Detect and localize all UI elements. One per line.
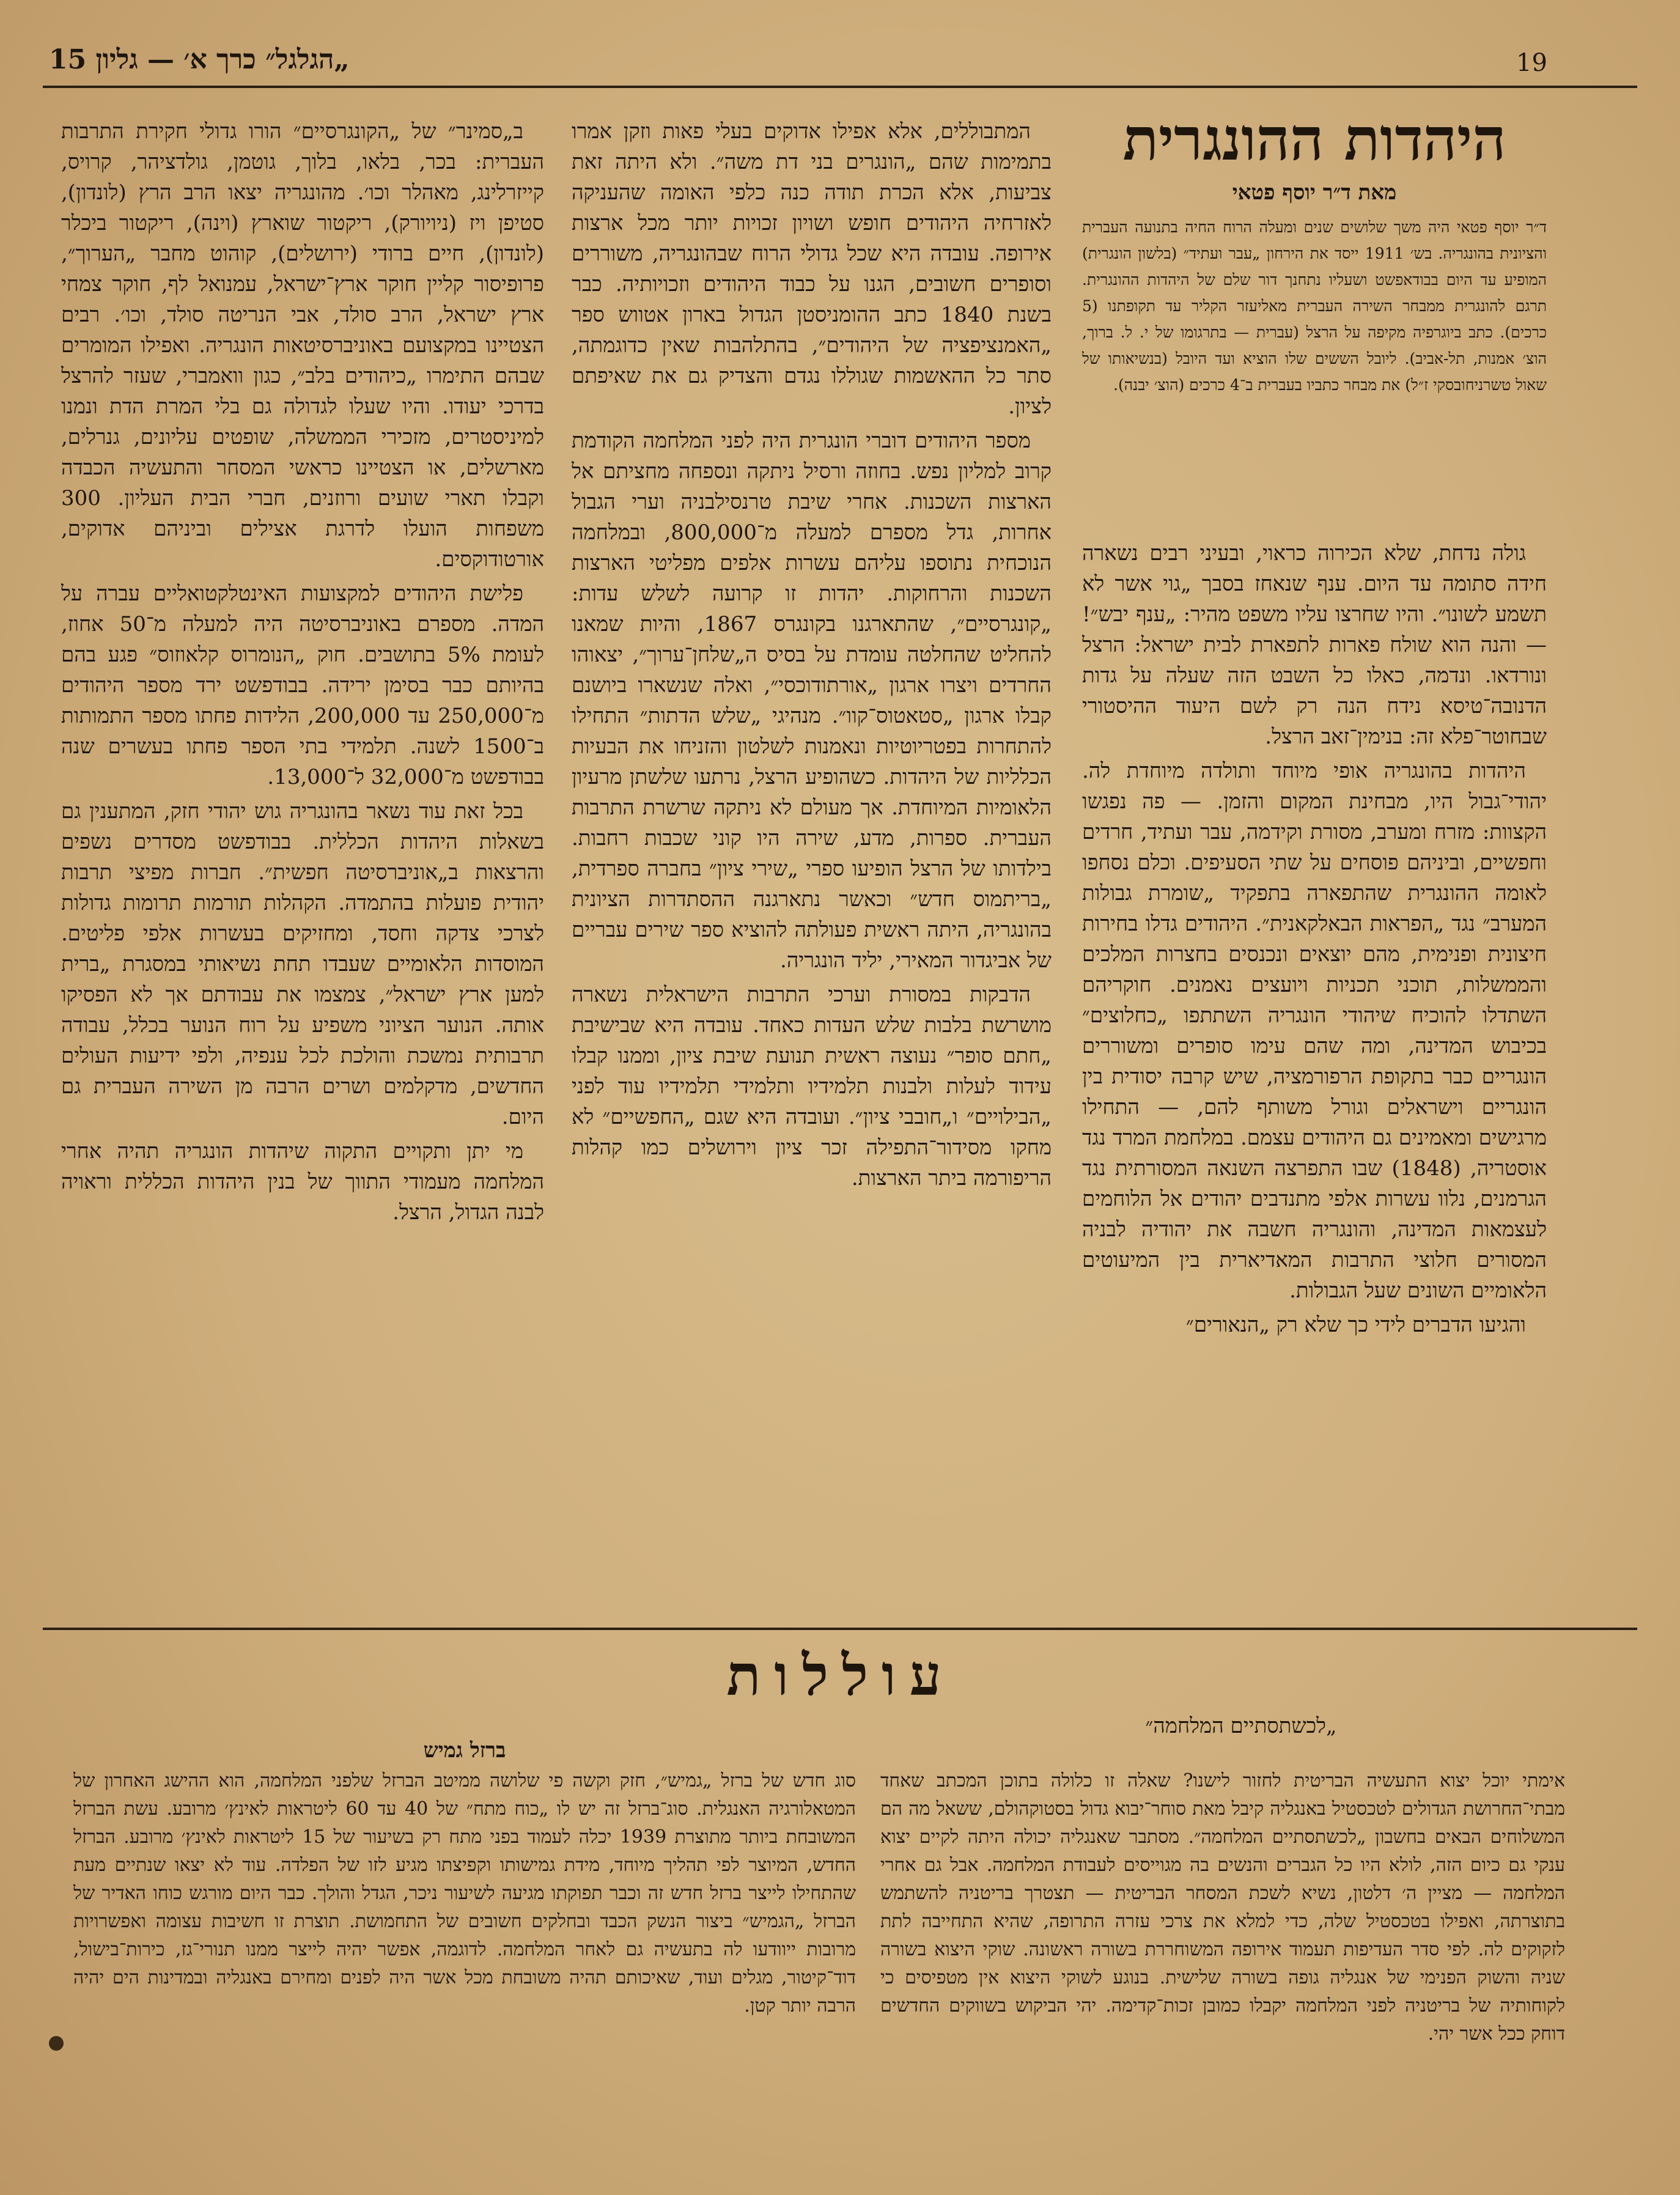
paragraph: הדבקות במסורת וערכי התרבות הישראלית נשארה מושרשת בלבות שלש העדות כאחד. עובדה היא שבישיבת „חתם סופר״ נעוצה ראשית תנועת שיבת ציון, וממנו קבלו עידוד לעלות ולבנות תלמידיו ותלמידי תלמידיו עוד לפני „הבילויים״ ו„חובבי ציון״. ועובדה היא שגם „החפשיים״ לא מחקו מסידור־התפילה זכר ציון וירושלים כמו קהלות הריפורמה ביתר הארצות. [572,983,1052,1190]
item-text-flexible-iron [73,1767,856,2183]
section-title: עוללות [726,1642,955,1708]
paragraph: המתבוללים, אלא אפילו אדוקים בעלי פאות וזקן אמרו בתמימות שהם „הונגרים בני דת משה״. ולא היתה זאת צביעות, אלא הכרת תודה כנה כלפי האומה שהעניקה לאזרחיה היהודים חופש ושויון זכויות יותר מכל ארצות אירופה. עובדה היא שכל גדולי הרוח שבהונגריה, משוררים וסופרים חשובים, הגנו על כבוד היהודים וזכויותיה. כבר בשנת 1840 כתב ההומניסטן הגדול בארון אטווש ספר „האמנציפציה של היהודים״, בהתלהבות שאין כדוגמתה, סתר כל ההאשמות שגוללו נגדם והצדיק גם את שאיפתם לציון. [572,119,1052,419]
paragraph: פלישת היהודים למקצועות האינטלקטואליים עברה על המדה. מספרם באוניברסיטה היה למעלה מ־50 אחוז, לעומת 5% בתושבים. חוק „הנומרוס קלאוזוס״ פגע בהם בהיותם כבר בסימן ירידה. בבודפשט ירד מספר היהודים מ־250,000 עד 200,000, הלידות פחתו מספר התמותות ב־1500 לשנה. תלמידי בתי הספר פחתו בעשרים שנה בבודפשט מ־32,000 ל־13,000. [61,581,544,789]
paragraph: אימתי יוכל יצוא התעשיה הבריטית לחזור לישנו? שאלה זו כלולה בתוכן המכתב שאחד מבתי־החרושת הגדולים לטכסטיל באנגליה קיבל מאת סוחר־יבוא גדול בסטוקהולם, ששאל מה הם המשלוחים הבאים בחשבון „לכשתסתיים המלחמה״. מסתבר שאנגליה יכולה היתה לקיים יצוא ענקי גם כיום הזה, לולא היו כל הגברים והנשים בה מגוייסים לעבודת המלחמה. אבל גם אחרי המלחמה — מציין ה׳ דלטון, נשיא לשכת המסחר הבריטית — תצטרך בריטניה להשתמש בתוצרתה, ואפילו בטכסטיל שלה, כדי למלא את צרכי עזרה התרופה, שהיא התחייבה לתת לזקוקים לה. לפי סדר העדיפות תעמוד אירופה המשוחררת בשורה ראשונה. שוקי היצוא בשורה שניה והשוק הפנימי של אנגליה גופה בשורה שלישית. בנוגע לשוקי היצוא אין מטפיסים כי לקוחותיה של בריטניה לפני המלחמה יקבלו כמובן זכות־קדימה. יהי הביקוש בשווקים החדשים דוחק ככל אשר יהי. [880,1770,1565,2045]
running-head: „הגלגל״ כרך א׳ — גליון 15 [49,44,350,75]
item-title-flexible-iron: ברזל גמיש [423,1738,506,1763]
article-column-1 [1082,538,1547,1577]
paragraph: מספר היהודים דוברי הונגרית היה לפני המלחמה הקודמת קרוב למליון נפש. בחוזה ורסיל ניתקה ונספחה מחציתם אל הארצות השכנות. אחרי שיבת טרנסילבניה וערי הגבול אחרות, גדל מספרם למעלה מ־800,000, ובמלחמה הנוכחית נתוספו עליהם עשרות אלפים מפליטי הארצות השכנות והרחוקות. יהדות זו קרועה לשלש עדות: „קונגרסיים״, שהתארגנו בקונגרס 1867, והיות שמאנו להחליט שהחלטה עומדת על בסיס ה„שלחן־ערוך״, יצאוהו החרדים ויצרו ארגון „אורתודוכסי״, ואלה שנשארו ביושנם קבלו ארגון „סטאטוס־קוו״. מנהיגי „שלש הדתות״ התחילו להתחרות בפטריוטיות ונאמנות לשלטון והזניחו את הבעיות הכלליות של היהדות. כשהופיע הרצל, נרתעו שלשתן מרעיון הלאומיות המיוחדת. אך מעולם לא ניתקה שרשרת התרבות העברית. ספרות, מדע, שירה היו קוני שכבות רחבות. בילדותו של הרצל הופיעו ספרי „שירי ציון״ בחברה ספרדית, „בריתמוס חדש״ וכאשר נתארגנה ההסתדרות הציונית בהונגריה, היתה ראשית פעולתה להוציא ספר שירים עבריים של אביגדור המאירי, יליד הונגריה. [572,429,1052,973]
header-rule [43,86,1637,88]
paragraph: סוג חדש של ברזל „גמיש״, חזק וקשה פי שלושה ממיטב הברזל שלפני המלחמה, הוא ההישג האחרון של המטאלורגיה האנגלית. סוג־ברזל זה יש לו „כוח מתח״ של 40 עד 60 ליטראות לאינץ׳ מרובע. עשת הברזל המשובחת ביותר מתוצרת 1939 יכלה לעמוד בפני מתח רק בשיעור של 15 ליטראות לאינץ׳ מרובע. הברזל החדש, המיוצר לפי תהליך מיוחד, מידת גמישותו וקפיצתו מגיע לזו של הפלדה. עוד לא יצאו שנתיים מעת שהתחילו לייצר ברזל חדש זה וכבר תפוקתו מגיעה לשיעור ניכר, הגדל והולך. כבר היום מורגש כוחו האדיר של הברזל „הגמיש״ ביצור הנשק הכבד ובחלקים חשובים של התחמושת. תוצרת זו חשיבות עצומה ואפשרויות מרובות ייוודעו לה בתעשיה גם לאחר המלחמה. לדוגמה, אפשר יהיה לייצר ממנו תנורי־גז, כירות־בישול, דוד־קיטור, מגלים ועוד, שאיכותם תהיה משובחת מכל אשר היה לפנים ומחירם באנגליה ובמדינות הים יהיה הרבה יותר קטן. [73,1770,856,2016]
author-bio: ד״ר יוסף פטאי היה משך שלושים שנים ומעלה הרוח החיה בתנועה העברית והציונית בהונגריה. בש׳ 1911 ייסד את הירחון „עבר ועתיד״ (בלשון הונגרית) המופיע עד היום בבודאפשט ושעליו נתחנך דור שלם של היהדות ההונגרית. תרגם להונגרית ממבחר השירה העברית מאליעזר הקליר עד תקופתנו (5 כרכים). כתב ביוגרפיה מקיפה על הרצל (עברית — בתרגומו של י. ל. ברוך, הוצ׳ אמנות, תל-אביב). ליובל הששים שלו הוציא ועד היובל (בנשיאותו של שאול טשרניחובסקי ז״ל) את מבחר כתביו בעברית ב־4 כרכים (הוצ׳ יבנה). [1082,218,1547,394]
page-number: 19 [1516,49,1547,77]
binding-hole [49,2036,64,2051]
article-title: היהדות ההונגרית [1122,105,1506,174]
section-divider [43,1628,1637,1630]
item-text-end-of-war [880,1767,1565,2183]
paragraph: מי יתן ותקויים התקוה שיהדות הונגריה תהיה אחרי המלחמה מעמודי התווך של בנין היהדות הכללית וראויה לבנה הגדול, הרצל. [61,1139,544,1225]
paragraph: והגיעו הדברים לידי כך שלא רק „הנאורים״ [1185,1313,1526,1337]
paragraph: היהדות בהונגריה אופי מיוחד ותולדה מיוחדת לה. יהודי־גבול היו, מבחינת המקום והזמן. — פה נפגשו הקצוות: מזרח ומערב, מסורת וקידמה, עבר ועתיד, חרדים וחפשיים, וביניהם פוסחים על שתי הסעיפים. וכלם נסחפו לאומה ההונגרית שהתפארה בתפקיד „שומרת גבולות המערב״ נגד „הפראות הבאלקאנית״. היהודים גדלו בחירות חיצונית ופנימית, מהם יוצאים ונכנסים בחצרות המלכים והממשלות, תוכני תכניות ויועצים נאמנים. חוקריהם השתדלו להוכיח שיהודי הונגריה השתתפו „כחלוצים״ בכיבוש המדינה, ומה שהם עימו סופרים ומשוררים הונגריים כבר בתקופת הרפורמציה, שיש קרבה יסודית בין הונגריים וישראלים וגורל משותף להם, — התחילו מרגישים ומאמינים גם היהודים עצמם. במלחמת המרד נגד אוסטריה, (1848) שבו התפרצה השנאה המסורתית נגד הגרמנים, נלוו עשרות אלפי מתנדבים יהודים אל הלוחמים לעצמאות המדינה, והונגריה חשבה את יהודיה לבניה המסורים חלוצי התרבות המאדיארית בין המיעוטים הלאומיים השונים שעל הגבולות. [1082,759,1547,1303]
item-title-end-of-war: „לכשתסתיים המלחמה״ [1145,1714,1337,1738]
paragraph: גולה נדחת, שלא הכירוה כראוי, ובעיני רבים נשארה חידה סתומה עד היום. ענף שנאחז בסבך „גוי אשר לא תשמע לשונו״. והיו שחרצו עליו משפט מהיר: „ענף יבש״! — והנה הוא שולח פארות לתפארת לבית ישראל: הרצל ונורדאו. ונדמה, כאלו כל השבט הזה שעלה על גדות הדנובה־טיסא נידח הנה רק לשם היעוד ההיסטורי שבחוטר־פלא זה: בנימין־זאב הרצל. [1082,541,1547,749]
article-column-2 [572,116,1052,1596]
article-byline: מאת ד״ר יוסף פטאי [1232,180,1397,205]
paragraph: ב„סמינר״ של „הקונגרסיים״ הורו גדולי חקירת התרבות העברית: בכר, בלאו, בלוך, גוטמן, גולדציהר, קרויס, קייזרלינג, מאהלר וכו׳. מהונגריה יצאו הרב הרץ (לונדון), סטיפן ויז (ניויורק), ריקטור שוארץ (וינה), ריקטור ביכלר (לונדון), חיים ברודי (ירושלים), קוהוט מחבר „הערוך״, פרופיסור קליין חוקר ארץ־ישראל, עמנואל לף, חוקר צמחי ארץ ישראל, הרב סולד, אבי הנריטה סולד, וכו׳. רבים הצטיינו במקצועם באוניברסיטאות הונגריה. ואפילו המומרים שבהם התימרו „כיהודים בלב״, כגון וואמברי, שעזר להרצל בדרכי יעודו. והיו שעלו לגדולה גם בלי המרת הדת ונמנו למיניסטרים, מזכירי הממשלה, שופטים עליונים, גנרלים, מארשלים, או הצטיינו כראשי המסחר והתעשיה הכבדה וקבלו תארי שועים ורוזנים, חברי הבית העליון. 300 משפחות הועלו לדרגת אצילים וביניהם אדוקים, אורטודוקסים. [61,119,544,572]
article-column-3 [61,116,544,1596]
paragraph: בכל זאת עוד נשאר בהונגריה גוש יהודי חזק, המתענין גם בשאלות היהדות הכללית. בבודפשט מסדרים נשפים והרצאות ב„אוניברסיטה חפשית״. חברות מפיצי תרבות יהודית פועלות בהתמדה. הקהלות תורמות תרומות גדולות לצרכי צדקה וחסד, ומחזיקים בעשרות אלפי פליטים. המוסדות הלאומיים שעבדו תחת נשיאותי במסגרת „ברית למען ארץ ישראל״, צמצמו את עבודתם אך לא הפסיקו אותה. הנוער הציוני משפיע על רוח הנוער בכלל, עבודה תרבותית נמשכת והולכת לכל ענפיה, ולפי ידיעות העולים החדשים, מדקלמים ושרים הרבה מן השירה העברית גם היום. [61,799,544,1129]
